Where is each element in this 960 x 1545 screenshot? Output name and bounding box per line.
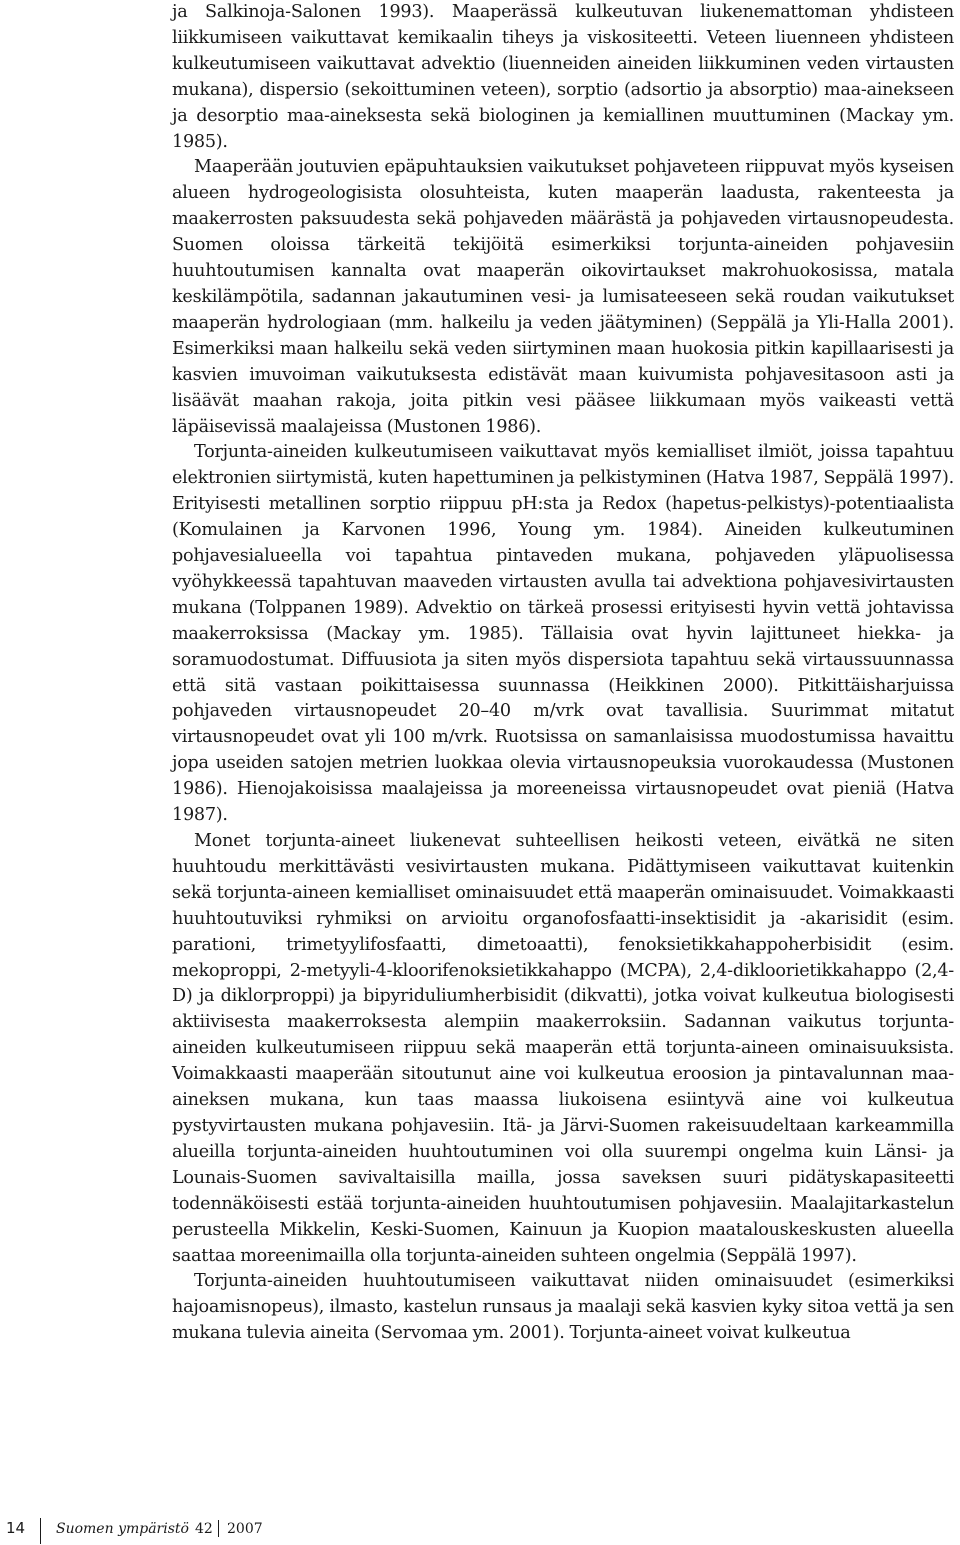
paragraph-4: Monet torjunta-aineet liukenevat suhteellisen heikosti veteen, eivätkä ne siten huuhtoudu merkittävästi vesivirtausten mukana. Pidättymiseen vaikuttavat kuitenkin sekä torjunta-aineen kemialliset ominaisuudet että maaperän ominaisuudet. Voimakkaasti huuhtoutuviksi ryhmiksi on arvioitu organofosfaatti-insektisidit ja -akarisidit (esim. parationi, trimetyylifosfaatti, dimetoaatti), fenoksietikkahappoherbisidit (esim. mekoproppi, 2-metyyli-4-kloorifenoksietikkahappo (MCPA), 2,4-dikloorietikkahappo (2,4-D) ja diklorproppi) ja bipyriduliumherbisidit (dikvatti), jotka voivat kulkeutua biologisesti aktiivisesta maakerroksesta alempiin maakerroksiin. Sadannan vaikutus torjunta-aineiden kulkeutumiseen riippuu sekä maaperän että torjunta-aineen ominaisuuksista. Voimakkaasti maaperään sitoutunut aine voi kulkeutua eroosion ja pintavalunnan maa-aineksen mukana, kun taas maassa liukoisena esiintyvä aine voi kulkeutua pystyvirtausten mukana pohjavesiin. Itä- ja Järvi-Suomen rakeisuudeltaan karkeammilla alueilla torjunta-aineiden huuhtoutuminen voi olla suurempi ongelma kuin Länsi- ja Lounais-Suomen savivaltaisilla mailla, jossa saveksen suuri pidätyskapasiteetti todennäköisesti estää torjunta-aineiden huuhtoutumisen pohjavesiin. Maalajitarkastelun perusteella Mikkelin, Keski-Suomen, Kainuun ja Kuopion maatalouskeskusten alueella saattaa moreenimailla olla torjunta-aineiden suhteen ongelmia (Seppälä 1997). xyxy=(172,831,954,1266)
issue-year-divider xyxy=(218,1520,219,1537)
paragraph-3: Torjunta-aineiden kulkeutumiseen vaikuttavat myös kemialliset ilmiöt, joissa tapahtuu elektronien siirtymistä, kuten hapettuminen ja pelkistyminen (Hatva 1987, Seppälä 1997). Erityisesti metallinen sorptio riippuu pH:sta ja Redox (hapetus-pelkistys)-potentiaalista (Komulainen ja Karvonen 1996, Young ym. 1984). Aineiden kulkeutuminen pohjavesialueella voi tapahtua pintaveden mukana, pohjaveden yläpuolisessa vyöhykkeessä tapahtuvan maaveden virtausten avulla tai advektiona pohjavesivirtausten mukana (Tolppanen 1989). Advektio on tärkeä prosessi erityisesti hyvin vettä johtavissa maakerroksissa (Mackay ym. 1985). Tällaisia ovat hyvin lajittuneet hiekka- ja soramuodostumat. Diffuusiota ja siten myös dispersiota tapahtuu sekä virtaussuunnassa että sitä vastaan poikittaisessa suunnassa (Heikkinen 2000). Pitkittäisharjuissa pohjaveden virtausnopeudet 20–40 m/vrk ovat tavallisia. Suurimmat mitatut virtausnopeudet ovat yli 100 m/vrk. Ruotsissa on samanlaisissa muodostumissa havaittu jopa useiden satojen metrien luokkaa olevia virtausnopeuksia vuorokaudessa (Mustonen 1986). Hienojakoisissa maalajeissa ja moreeneissa virtausnopeudet ovat pieniä (Hatva 1987). xyxy=(172,442,954,826)
publication-issue: 42 xyxy=(195,1521,213,1537)
page-number: 14 xyxy=(6,1519,26,1537)
body-text xyxy=(172,0,954,1347)
page-footer xyxy=(0,1518,400,1540)
publication-name: Suomen ympäristö xyxy=(56,1521,189,1537)
paragraph-5: Torjunta-aineiden huuhtoutumiseen vaikuttavat niiden ominaisuudet (esimerkiksi hajoamisnopeus), ilmasto, kastelun runsaus ja maalaji sekä kasvien kyky sitoa vettä ja sen mukana tulevia aineita (Servomaa ym. 2001). Torjunta-aineet voivat kulkeutua xyxy=(172,1271,954,1344)
footer-divider xyxy=(40,1518,41,1544)
paragraph-1: ja Salkinoja-Salonen 1993). Maaperässä kulkeutuvan liukenemattoman yhdisteen liikkumiseen vaikuttavat kemikaalin tiheys ja viskositeetti. Veteen liuenneen yhdisteen kulkeutumiseen vaikuttavat advektio (liuenneiden aineiden liikkuminen veden virtausten mukana), dispersio (sekoittuminen veteen), sorptio (adsortio ja absorptio) maa-ainekseen ja desorptio maa-aineksesta sekä biologinen ja kemiallinen muuttuminen (Mackay ym. 1985). xyxy=(172,2,954,152)
paragraph-2: Maaperään joutuvien epäpuhtauksien vaikutukset pohjaveteen riippuvat myös kyseisen alueen hydrogeologisista olosuhteista, kuten maaperän laadusta, rakenteesta ja maakerrosten paksuudesta sekä pohjaveden määrästä ja pohjaveden virtausnopeudesta. Suomen oloissa tärkeitä tekijöitä esimerkiksi torjunta-aineiden pohjavesiin huuhtoutumisen kannalta ovat maaperän oikovirtaukset makrohuokosissa, matala keskilämpötila, sadannan jakautuminen vesi- ja lumisateeseen sekä roudan vaikutukset maaperän hydrologiaan (mm. halkeilu ja veden jäätyminen) (Seppälä ja Yli-Halla 2001). Esimerkiksi maan halkeilu sekä veden siirtyminen maan huokosia pitkin kapillaarisesti ja kasvien imuvoiman vaikutuksesta edistävät maan kuivumista pohjavesitasoon asti ja lisäävät maahan rakoja, joita pitkin vesi pääsee liikkumaan myös vaikeasti vettä läpäisevissä maalajeissa (Mustonen 1986). xyxy=(172,157,954,437)
publication-year: 2007 xyxy=(227,1521,263,1537)
